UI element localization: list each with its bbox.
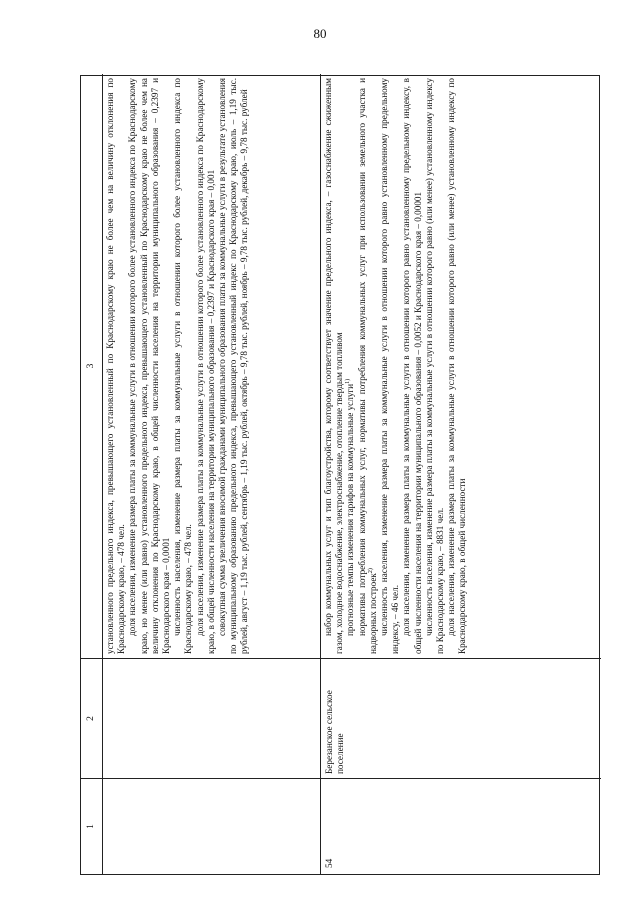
continuation-paragraph: установленного предельного индекса, превышающего установленный по Краснодарскому краю не более чем на величину отклонения по Краснодарскому краю, – 478 чел. bbox=[105, 78, 127, 654]
continuation-paragraph: доля населения, изменение размера платы за коммунальные услуги в отношении которого более установленного индекса по Краснодарскому краю, в общей численности населения на территории муниципального образования – 0,2397 и Краснодарского края – 0,001 bbox=[194, 78, 216, 654]
row-number-cell: 54 bbox=[321, 778, 601, 874]
row-paragraph: нормативы потребления коммунальных услуг, нормативы потребления коммунальных услуг при использовании земельного участка и надворных построек$^{2)}$ bbox=[356, 78, 378, 654]
row-paragraph: доля населения, изменение размера платы за коммунальные услуги в отношении которого равно (или менее) установленному индексу по Краснодарскому краю, в общей численности bbox=[446, 78, 468, 654]
header-col-2: 2 bbox=[81, 658, 103, 778]
row-paragraph: доля населения, изменение размера платы за коммунальные услуги в отношении которого равно установленному предельному индексу, в общей численности населения на территории муниципального образования – 0,0052 и Краснодарского края – 0,00001 bbox=[401, 78, 423, 654]
header-col-3: 3 bbox=[81, 74, 103, 658]
continuation-text-cell bbox=[103, 74, 321, 658]
footnote-marker: 1) bbox=[345, 378, 352, 384]
continuation-paragraph: численность населения, изменение размера платы за коммунальные услуги в отношении которого более установленного индекса по Краснодарскому краю, – 478 чел. bbox=[172, 78, 194, 654]
continuation-municipality-cell bbox=[103, 658, 321, 778]
row-text-cell bbox=[321, 74, 601, 658]
header-col-1: 1 bbox=[81, 778, 103, 874]
row-paragraph: численность населения, изменение размера платы за коммунальные услуги в отношении которого равно установленному предельному индексу, – 46 чел. bbox=[379, 78, 401, 654]
row-paragraph: набор коммунальных услуг и тип благоустройства, которому соответствует значение предельного индекса, – газоснабжение сжиженным газом, холодное водоснабжение, электроснабжение, отопление твердым топливом bbox=[323, 78, 345, 654]
footnote-marker: 2) bbox=[367, 568, 374, 574]
municipality-name-cell: Березанское сельское поселение bbox=[321, 658, 601, 778]
row-paragraph: прогнозные темпы изменения тарифов на коммунальные услуги$^{1)}$ bbox=[345, 378, 356, 636]
table-wrapper bbox=[80, 75, 600, 875]
row-paragraph: численность населения, изменение размера платы за коммунальные услуги в отношении которого равно (или менее) установленному индексу по Краснодарскому краю, – 8831 чел. bbox=[423, 78, 446, 654]
page-number: 80 bbox=[313, 26, 327, 41]
continuation-paragraph: совокупная сумма увеличения вносимой гражданами муниципального образования платы за коммунальные услуги в результате установления по муниципальному образованию предельного индекса, превышающего установленный индекс по Краснодарскому краю, июль – 1,19 тыс. рублей, август – 1,19 тыс. рублей, сентябрь – 1,19 тыс. рублей, октябрь – 9,78 тыс. рублей, ноябрь – 9,78 тыс. рублей, декабрь – 9,78 тыс. рублей bbox=[217, 78, 250, 654]
data-table bbox=[80, 75, 600, 875]
continuation-paragraph: доля населения, изменение размера платы за коммунальные услуги в отношении которого более установленного индекса по Краснодарскому краю, но менее (или равно) установленного предельного индекса, превышающего установленный по Краснодарскому краю не более чем на величину отклонения по Краснодарскому краю, в общей численности населения на территории муниципального образования – 0,2397 и Краснодарского края – 0,0001 bbox=[127, 78, 172, 654]
continuation-number-cell bbox=[103, 778, 321, 874]
